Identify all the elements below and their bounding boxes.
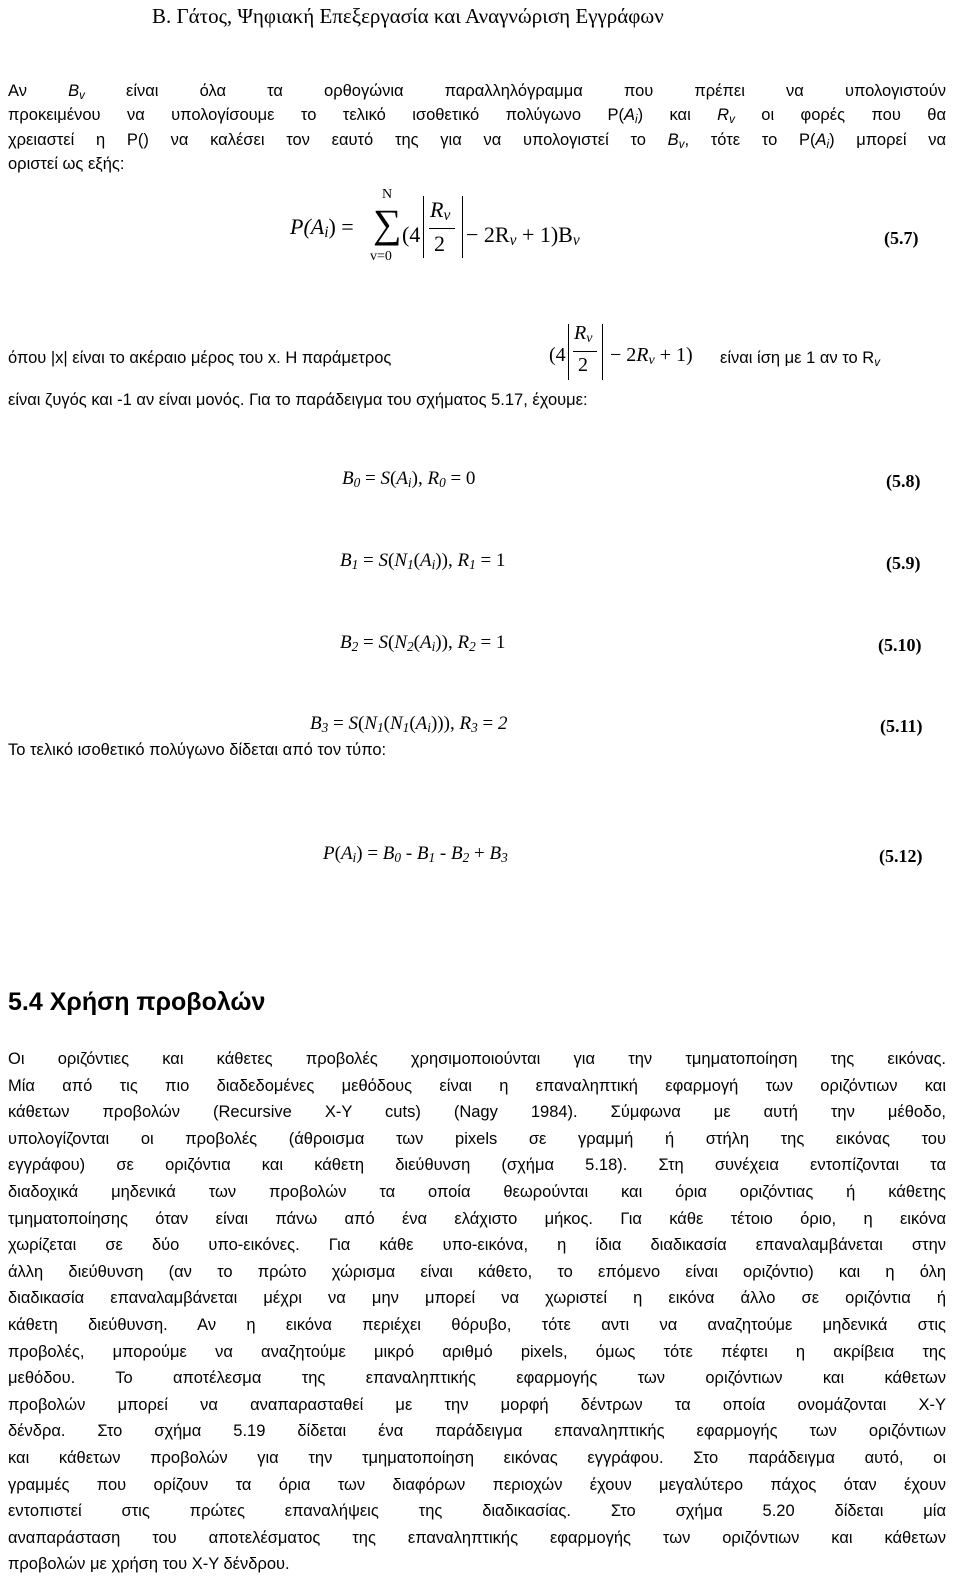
body-line: αναπαράσταση του αποτελέσματος της επαναληπτικής εφαρμογής των οριζόντιων και κάθετων xyxy=(8,1528,946,1547)
body-line: υπολογίζονται οι προβολές (άθροισμα των pixels σε γραμμή ή στήλη της εικόνας του xyxy=(8,1129,946,1148)
param-frac-num: $R_v$ xyxy=(574,322,593,346)
equation-5-11: $B_3 = S(N_1(N_1(A_i)))$, $R_3 = 2$ xyxy=(310,713,508,735)
param-rest: − $2R_v + 1$) xyxy=(610,344,693,368)
param-line-2: είναι ζυγός και -1 αν είναι μονός. Για το παράδειγμα του σχήματος 5.17, έχουμε: xyxy=(8,391,588,409)
equation-5-12: $P(A_i) = B_0 - B_1 - B_2 + B_3$ xyxy=(323,843,508,865)
equation-5-9: $B_1 = S(N_1(A_i))$, $R_1 = 1$ xyxy=(340,550,506,572)
body-line: διαδικασία επαναλαμβάνεται μέχρι να μην μπορεί να χωριστεί η εικόνα άλλο σε οριζόντια ή xyxy=(8,1289,946,1308)
param-open: (4 xyxy=(549,344,566,366)
equation-5-10: $B_2 = S(N_2(A_i))$, $R_2 = 1$ xyxy=(340,632,506,654)
eq510-number: (5.10) xyxy=(878,635,922,655)
body-line: προβολές, μπορούμε να αναζητούμε μικρό αριθμό pixels, όμως τότε πέφτει η ακρίβεια της xyxy=(8,1342,946,1361)
body-line: κάθετων προβολών (Recursive X-Y cuts) (Nagy 1984). Σύμφωνα με αυτή την μέθοδο, xyxy=(8,1103,946,1122)
eq57-lhs: $P(A_i)$ = xyxy=(290,214,354,241)
body-line: προβολών με χρήση του X-Y δένδρου. xyxy=(8,1555,290,1574)
intro-line-2: προκειμένου να υπολογίσουμε το τελικό ισοθετικό πολύγωνο $P(A_i)$ και $R_v$ οι φορές που θα xyxy=(8,106,946,127)
section-heading: 5.4 Χρήση προβολών xyxy=(8,988,266,1016)
body-line: μεθόδου. Το αποτέλεσμα της επαναληπτικής εφαρμογής των οριζόντιων και κάθετων xyxy=(8,1369,946,1388)
final-intro: Το τελικό ισοθετικό πολύγωνο δίδεται από τον τύπο: xyxy=(8,741,387,759)
eq59-number: (5.9) xyxy=(886,553,921,573)
body-line: διαδοχικά μηδενικά των προβολών τα οποία θεωρούνται και όρια οριζόντιας ή κάθετης xyxy=(8,1182,946,1201)
intro-line-3: χρειαστεί η P() να καλέσει τον εαυτό της για να υπολογιστεί το $B_v$, τότε το $P(A_i)$ μπορεί να xyxy=(8,130,946,151)
body-line: Οι οριζόντιες και κάθετες προβολές χρησιμοποιούνται για την τμηματοποίηση της εικόνας. xyxy=(8,1050,946,1068)
equation-5-8: $B_0 = S(A_i)$, $R_0 = 0$ xyxy=(342,468,476,490)
eq512-number: (5.12) xyxy=(879,846,923,866)
eq57-open: (4 xyxy=(402,222,421,247)
sum-sign-icon: ∑ xyxy=(373,201,402,246)
body-line: άλλη διεύθυνση (αν το πρώτο χώρισμα είναι κάθετο, το επόμενο είναι οριζόντιο) και η όλη xyxy=(8,1262,946,1281)
param-frac-line xyxy=(573,351,597,352)
body-line: εντοπιστεί στις πρώτες επαναλήψεις της διαδικασίας. Στο σχήμα 5.20 δίδεται μία xyxy=(8,1502,946,1521)
body-line: προβολών μπορεί να αναπαρασταθεί με την μορφή δέντρων τα οποία ονομάζονται X-Y xyxy=(8,1395,946,1414)
body-paragraph xyxy=(8,1046,946,1578)
eq57-rest: − $2R_v + 1)B_v$ xyxy=(466,222,580,249)
intro-line-1: Αν $B_v$ είναι όλα τα ορθογώνια παραλληλόγραμμα που πρέπει να υπολογιστούν xyxy=(8,82,947,102)
page-header: Β. Γάτος, Ψηφιακή Επεξεργασία και Αναγνώριση Εγγράφων xyxy=(152,4,664,28)
param-text-post: είναι ίση με 1 αν το $R_v$ xyxy=(720,349,880,369)
body-line: τμηματοποίησης όταν είναι πάνω από ένα ελάχιστο μήκος. Για κάθε τέτοιο όριο, η εικόνα xyxy=(8,1209,946,1228)
equation-5-7 xyxy=(290,214,354,242)
body-line: χωρίζεται σε δύο υπο-εικόνες. Για κάθε υπο-εικόνα, η ίδια διαδικασία επαναλαμβάνεται στην xyxy=(8,1236,946,1255)
param-text-pre: όπου |x| είναι το ακέραιο μέρος του x. Η παράμετρος xyxy=(8,349,392,367)
intro-line-4: οριστεί ως εξής: xyxy=(8,154,125,173)
sum-upper-limit: N xyxy=(382,187,393,202)
eq57-frac-line xyxy=(429,228,455,229)
intro-paragraph xyxy=(8,79,946,176)
sum-lower-limit: v=0 xyxy=(370,249,392,264)
eq58-number: (5.8) xyxy=(886,471,921,491)
body-line: κάθετη διεύθυνση. Αν η εικόνα περιέχει θόρυβο, τότε αντι να αναζητούμε μηδενικά στις xyxy=(8,1315,946,1334)
param-frac-den: 2 xyxy=(578,354,588,376)
eq57-frac-den: 2 xyxy=(434,231,445,256)
eq57-frac-num: $R_v$ xyxy=(430,197,451,224)
body-line: Μία από τις πιο διαδεδομένες μεθόδους είναι η επαναληπτική εφαρμογή των οριζόντιων και xyxy=(8,1076,946,1095)
body-line: και κάθετων προβολών για την τμηματοποίηση εικόνας εγγράφου. Στο παράδειγμα αυτό, οι xyxy=(8,1448,946,1467)
eq511-number: (5.11) xyxy=(880,716,923,736)
eq57-number: (5.7) xyxy=(884,228,919,248)
body-line: δένδρα. Στο σχήμα 5.19 δίδεται ένα παράδειγμα επαναληπτικής εφαρμογής των οριζόντιων xyxy=(8,1422,946,1441)
body-line: εγγράφου) σε οριζόντια και κάθετη διεύθυνση (σχήμα 5.18). Στη συνέχεια εντοπίζονται τα xyxy=(8,1156,946,1175)
body-line: γραμμές που ορίζουν τα όρια των διαφόρων περιοχών έχουν μεγαλύτερο πάχος όταν έχουν xyxy=(8,1475,946,1494)
